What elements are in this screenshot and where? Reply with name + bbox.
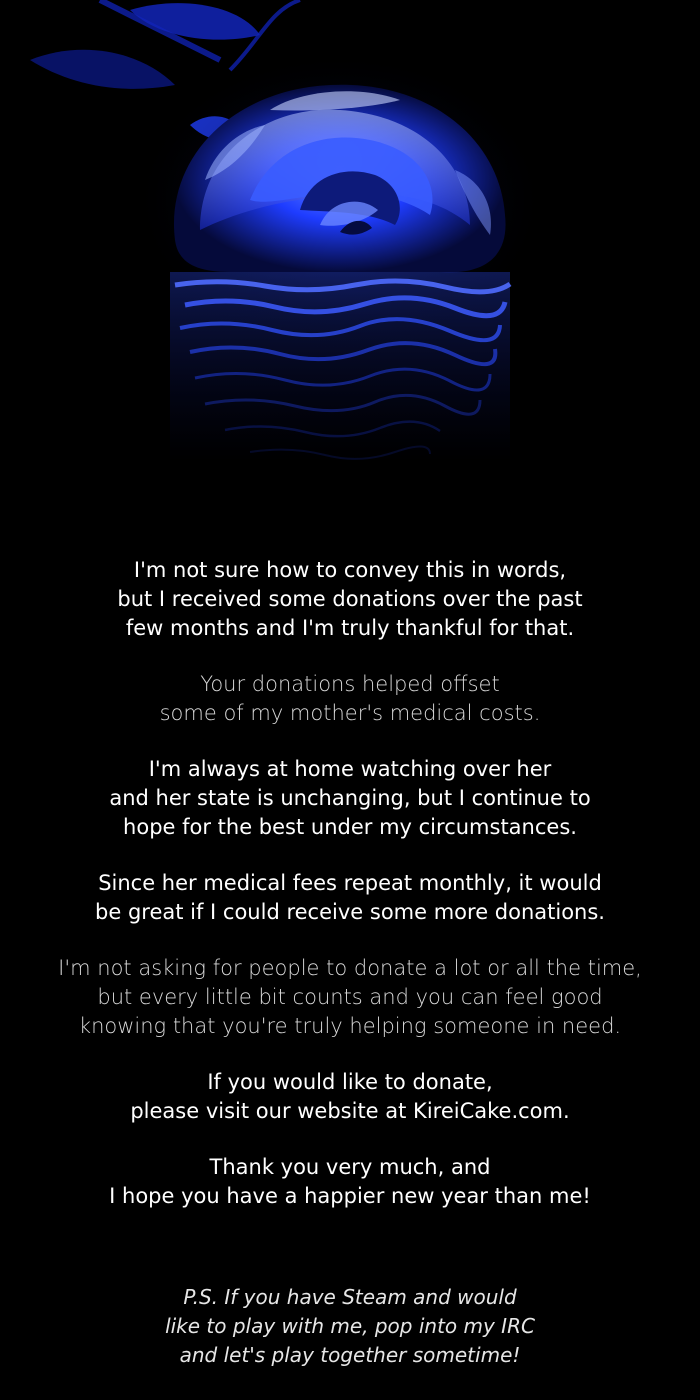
- text-line: I'm not asking for people to donate a lot or all the time,: [58, 956, 642, 980]
- paragraph-thanks: [0, 556, 700, 643]
- text-line: some of my mother's medical costs.: [159, 701, 541, 725]
- paragraph-every-bit-counts: [0, 954, 700, 1041]
- postscript: [0, 1283, 700, 1370]
- text-line: be great if I could receive some more donations.: [95, 900, 605, 924]
- text-line: but I received some donations over the past: [117, 587, 583, 611]
- text-line: and her state is unchanging, but I continue to: [109, 786, 591, 810]
- text-line: hope for the best under my circumstances.: [123, 815, 577, 839]
- postscript-line: and let's play together sometime!: [179, 1343, 521, 1367]
- paragraph-medical-fees: [0, 869, 700, 927]
- blue-rose-illustration: [0, 0, 700, 520]
- paragraph-donations-helped: [0, 670, 700, 728]
- paragraph-at-home: [0, 755, 700, 842]
- postscript-line: P.S. If you have Steam and would: [183, 1285, 517, 1309]
- text-line: please visit our website at KireiCake.com.: [130, 1099, 570, 1123]
- text-line: Thank you very much, and: [209, 1155, 491, 1179]
- water-reflection: [170, 272, 510, 462]
- paragraph-donate-link: [0, 1068, 700, 1126]
- text-line: few months and I'm truly thankful for that.: [125, 616, 575, 640]
- text-line: Your donations helped offset: [200, 672, 500, 696]
- postscript-line: like to play with me, pop into my IRC: [165, 1314, 535, 1338]
- text-line: I'm always at home watching over her: [148, 757, 552, 781]
- text-line: If you would like to donate,: [207, 1070, 493, 1094]
- text-line: but every little bit counts and you can feel good: [97, 985, 603, 1009]
- text-line: Since her medical fees repeat monthly, it would: [98, 871, 602, 895]
- text-line: I'm not sure how to convey this in words,: [133, 558, 567, 582]
- text-line: I hope you have a happier new year than me!: [109, 1184, 591, 1208]
- message-body: [0, 556, 700, 1238]
- text-line: knowing that you're truly helping someone in need.: [78, 1014, 622, 1038]
- paragraph-closing: [0, 1153, 700, 1211]
